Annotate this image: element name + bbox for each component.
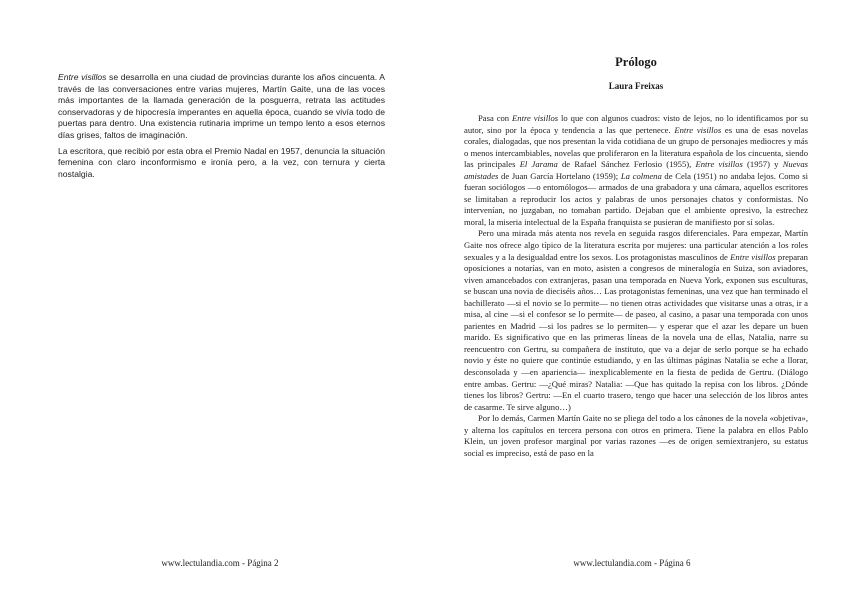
prologue-paragraph: Pasa con Entre visillos lo que con algunos cuadros: visto de lejos, no lo identificamos por su autor, sino por la época y tendencia a las que pertenece. Entre visillos es una de esas novelas corales, dialogadas, que nos presentan la vida cotidiana de un grupo de personajes mediocres y más o menos intercambiables, novelas que proliferaron en la literatura española de los cincuenta, siendo las principales El Jarama de Rafael Sánchez Ferlosio (1955), Entre visillos (1957) y Nuevas amistades de Juan García Hortelano (1959); La colmena de Cela (1951) no andaba lejos. Como si fueran sociólogos —o entomólogos— armados de una grabadora y una cámara, aquellos escritores se limitaban a reproducir los actos y palabras de unos personajes chatos y conformistas. No intervenían, no juzgaban, no tomaban partido. Dejaban que el ambiente opresivo, la estrechez moral, la miseria intelectual de la España franquista se pusieran de manifiesto por sí solas. bbox=[464, 113, 808, 227]
blurb-paragraph-1-text: se desarrolla en una ciudad de provincias durante los años cincuenta. A través de las conversaciones entre varias mujeres, Martín Gaite, una de las voces más importantes de la llamada generación de la posguerra, retrata las actitudes conservadoras y de hipocresía imperantes en aquella época, cuando se vivía todo de puertas para dentro. Una existencia rutinaria imprime un tempo lento a esos eternos días grises, faltos de imaginación. bbox=[58, 72, 385, 140]
left-page-footer: www.lectulandia.com - Página 2 bbox=[161, 558, 279, 568]
blurb-book-title: Entre visillos bbox=[58, 72, 107, 82]
blurb-paragraph-2: La escritora, que recibió por esta obra el Premio Nadal en 1957, denuncia la situación femenina con claro inconformismo e ironía pero, a la vez, con ternura y cierta nostalgia. bbox=[58, 145, 385, 179]
prologue-paragraph: Por lo demás, Carmen Martín Gaite no se pliega del todo a los cánones de la novela «objetiva», y alterna los capítulos en tercera persona con otros en primera. Tiene la palabra en ellos Pablo Klein, un joven profesor marginal por varias razones —es de origen semiextranjero, su estatus social es impreciso, está de paso en la bbox=[464, 413, 808, 458]
italic-title: Entre visillos bbox=[695, 159, 743, 170]
right-page-footer: www.lectulandia.com - Página 6 bbox=[573, 558, 691, 568]
back-cover-blurb bbox=[58, 72, 385, 184]
blurb-paragraph-1 bbox=[58, 72, 385, 142]
chapter-author: Laura Freixas bbox=[608, 81, 664, 91]
right-page bbox=[424, 0, 848, 599]
italic-title: Entre visillos bbox=[674, 124, 722, 135]
prologue-paragraph: Pero una mirada más atenta nos revela en seguida rasgos diferenciales. Para empezar, Martín Gaite nos ofrece algo típico de la literatura escrita por mujeres: una particular atención a los roles sexuales y a la desigualdad entre los sexos. Los protagonistas masculinos de Entre visillos preparan oposiciones a notarías, van en moto, asisten a congresos de mineralogía en Suiza, son aviadores, viven amancebados con extranjeras, pasan una temporada en Nueva York, exponen sus esculturas, se buscan una novia de dieciséis años… Las protagonistas femeninas, una vez que han terminado el bachillerato —si el novio se lo permite— no tienen otras actividades que visitarse unas a otras, ir a misa, al cine —si el confesor se lo permite— de paseo, al casino, a pasar una temporada con unos parientes en Madrid —si los padres se lo permiten— y esperar que el azar les depare un buen marido. Es significativo que en las primeras líneas de la novela una de ellas, Natalia, narre su reencuentro con Gertru, su compañera de instituto, que va a dejar de serlo porque se ha echado novio y éste no quiere que continúe estudiando, y en las últimas páginas Natalia se eche a llorar, desconsolada y —en apariencia— inexplicablemente en la fiesta de pedida de Gertru. (Diálogo entre ambas. Gertru: —¿Qué miras? Natalia: —Que has quitado la repisa con los libros. ¿Dónde tienes los libros? Gertru: —En el cuarto trasero, tengo que hacer una selección de los libros antes de casarme. Te sirve alguno…) bbox=[464, 228, 808, 412]
italic-title: Entre visillos bbox=[512, 113, 559, 123]
italic-title: Nuevas amistades bbox=[464, 159, 808, 181]
italic-title: El Jarama bbox=[519, 159, 558, 170]
chapter-title: Prólogo bbox=[615, 55, 657, 69]
italic-title: Entre visillos bbox=[730, 251, 776, 262]
italic-title: La colmena bbox=[620, 170, 662, 181]
prologue-body bbox=[464, 113, 808, 553]
